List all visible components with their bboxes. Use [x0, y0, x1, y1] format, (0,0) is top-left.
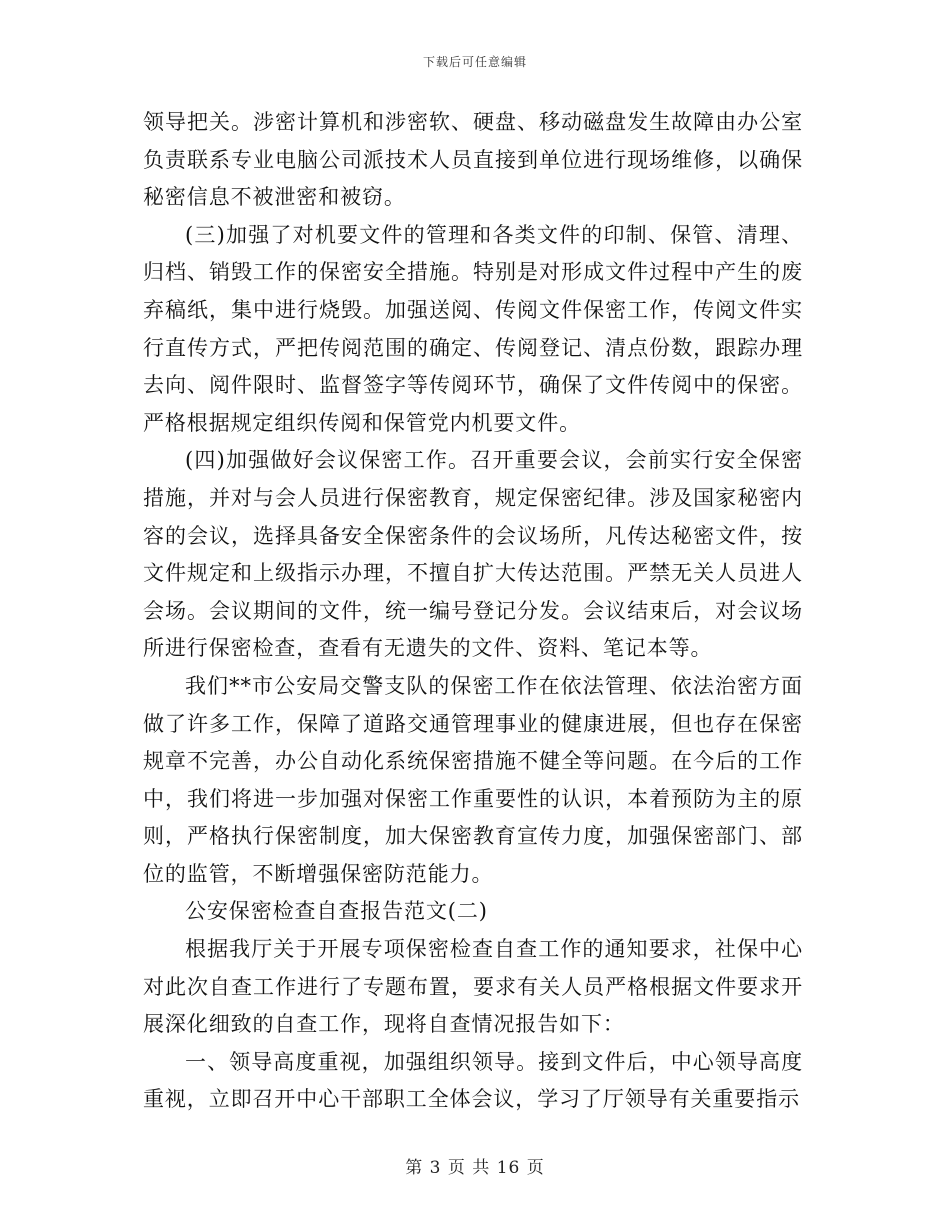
paragraph: (四)加强做好会议保密工作。召开重要会议，会前实行安全保密措施，并对与会人员进行保密教育，规定保密纪律。涉及国家秘密内容的会议，选择具备安全保密条件的会议场所，凡传达秘密文件，按文件规定和上级指示办理，不擅自扩大传达范围。严禁无关人员进人会场。会议期间的文件，统一编号登记分发。会议结束后，对会议场所进行保密检查，查看有无遗失的文件、资料、笔记本等。	[143, 448, 803, 661]
page-header: 下载后可任意编辑	[422, 55, 527, 69]
paragraph: 一、领导高度重视，加强组织领导。接到文件后，中心领导高度重视，立即召开中心干部职工全体会议，学习了厅领导有关重要指示	[143, 1049, 803, 1112]
paragraph: 领导把关。涉密计算机和涉密软、硬盘、移动磁盘发生故障由办公室负责联系专业电脑公司派技术人员直接到单位进行现场维修，以确保秘密信息不被泄密和被窃。	[143, 110, 803, 210]
document-body	[143, 104, 803, 1119]
paragraph: 根据我厅关于开展专项保密检查自查工作的通知要求，社保中心对此次自查工作进行了专题布置，要求有关人员严格根据文件要求开展深化细致的自查工作，现将自查情况报告如下：	[143, 937, 803, 1037]
paragraph: 我们**市公安局交警支队的保密工作在依法管理、依法治密方面做了许多工作，保障了道路交通管理事业的健康进展，但也存在保密规章不完善，办公自动化系统保密措施不健全等问题。在今后的工作中，我们将进一步加强对保密工作重要性的认识，本着预防为主的原则，严格执行保密制度，加大保密教育宣传力度，加强保密部门、部位的监管，不断增强保密防范能力。	[143, 673, 803, 886]
page-number: 第 3 页 共 16 页	[405, 1158, 545, 1178]
paragraph: (三)加强了对机要文件的管理和各类文件的印制、保管、清理、归档、销毁工作的保密安全措施。特别是对形成文件过程中产生的废弃稿纸，集中进行烧毁。加强送阅、传阅文件保密工作，传阅文件实行直传方式，严把传阅范围的确定、传阅登记、清点份数，跟踪办理去向、阅件限时、监督签字等传阅环节，确保了文件传阅中的保密。严格根据规定组织传阅和保管党内机要文件。	[143, 222, 803, 435]
section-title: 公安保密检查自查报告范文(二)	[185, 899, 488, 924]
